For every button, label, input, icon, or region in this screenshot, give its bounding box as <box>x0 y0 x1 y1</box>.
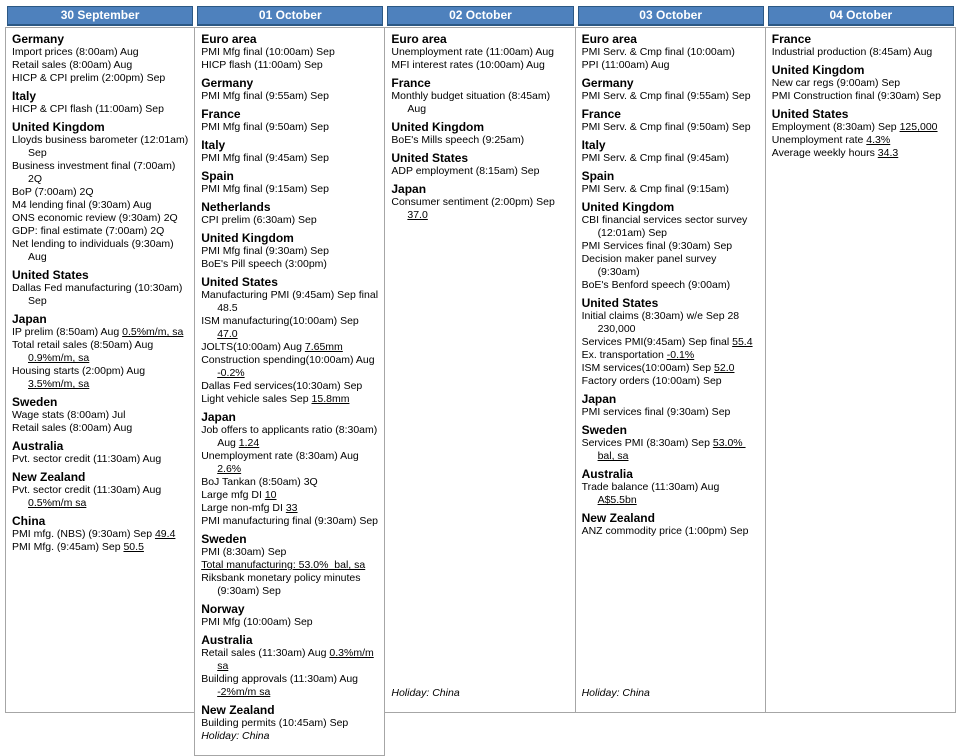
event-text: GDP: final estimate (7:00am) 2Q <box>12 225 165 237</box>
country-name: Italy <box>201 138 226 152</box>
event-text: PMI Mfg (10:00am) Sep <box>201 616 313 628</box>
event-item <box>201 717 379 730</box>
country-name: France <box>391 76 431 90</box>
event-text: Unemployment rate (8:30am) Aug <box>201 450 359 462</box>
event-item <box>201 46 379 59</box>
event-text: Dallas Fed services(10:30am) Sep <box>201 380 363 392</box>
event-value: 47.0 <box>217 328 238 340</box>
country-section <box>582 32 760 72</box>
event-item <box>582 481 760 507</box>
event-value: 0.9%m/m, sa <box>28 352 90 364</box>
event-text: Job offers to applicants ratio (8:30am) Aug <box>201 424 378 449</box>
event-text: PMI Serv. & Cmp final (9:15am) <box>581 183 729 195</box>
event-item <box>12 134 189 160</box>
event-text: BoE's Pill speech (3:00pm) <box>201 258 327 270</box>
country-name: Australia <box>581 467 633 481</box>
event-item <box>582 336 760 349</box>
country-section <box>582 511 760 538</box>
event-item <box>772 77 950 90</box>
country-name: Netherlands <box>201 200 271 214</box>
event-text: PMI Serv. & Cmp final (9:45am) <box>581 152 729 164</box>
event-text: New car regs (9:00am) Sep <box>771 77 901 89</box>
country-section <box>12 120 189 264</box>
event-text: PMI Mfg final (10:00am) Sep <box>201 46 335 58</box>
column-body <box>384 27 575 713</box>
country-section <box>12 268 189 308</box>
event-value: 55.4 <box>732 336 753 348</box>
event-item <box>582 279 760 292</box>
event-item <box>201 502 379 515</box>
country-section <box>391 151 569 178</box>
country-section <box>201 410 379 528</box>
holiday-note: Holiday: China <box>581 687 650 699</box>
event-item <box>12 59 189 72</box>
event-text: PMI manufacturing final (9:30am) Sep <box>201 515 379 527</box>
country-section <box>201 107 379 134</box>
event-item <box>582 253 760 279</box>
event-value: 1.24 <box>238 437 260 449</box>
country-name: China <box>12 514 46 528</box>
event-text: Import prices (8:00am) Aug <box>12 46 139 58</box>
event-text: ISM services(10:00am) Sep <box>581 362 715 374</box>
event-text: PMI services final (9:30am) Sep <box>581 406 731 418</box>
event-value: 2.6% <box>217 463 242 475</box>
event-item <box>582 121 760 134</box>
event-value: 53.0% bal, sa <box>597 437 746 462</box>
event-item <box>201 393 379 406</box>
country-section <box>201 633 379 699</box>
event-value: 37.0 <box>407 209 428 221</box>
country-section <box>201 532 379 598</box>
country-name: United States <box>391 151 469 165</box>
calendar-column <box>195 6 385 742</box>
event-value: -0.2% <box>217 367 245 379</box>
calendar-table <box>5 6 956 742</box>
event-item <box>582 46 760 59</box>
country-section <box>391 182 569 222</box>
column-header-date: 30 September <box>7 6 193 26</box>
event-text: Retail sales (11:30am) Aug <box>201 647 330 659</box>
country-section <box>391 120 569 147</box>
country-name: United Kingdom <box>581 200 675 214</box>
event-value: 34.3 <box>877 147 899 159</box>
event-item <box>772 90 950 103</box>
event-value: -0.1% <box>666 349 695 361</box>
event-text: ISM manufacturing(10:00am) Sep <box>201 315 359 327</box>
country-name: New Zealand <box>201 703 275 717</box>
column-header-date: 02 October <box>387 6 573 26</box>
event-item <box>201 289 379 315</box>
event-item <box>201 315 379 341</box>
country-section <box>582 392 760 419</box>
event-value: 15.8mm <box>311 393 350 405</box>
country-name: Australia <box>12 439 64 453</box>
event-item <box>772 134 950 147</box>
event-value: 0.3%m/m sa <box>217 647 374 672</box>
event-item <box>201 647 379 673</box>
event-item <box>201 450 379 476</box>
event-item <box>12 225 189 238</box>
event-text: Large non-mfg DI <box>201 502 286 514</box>
event-text: Riksbank monetary policy minutes (9:30am) Sep <box>201 572 361 597</box>
event-value: 50.5 <box>123 541 144 553</box>
column-body <box>575 27 766 713</box>
column-body <box>765 27 956 713</box>
country-name: Euro area <box>391 32 447 46</box>
country-section <box>391 32 569 72</box>
calendar-column <box>576 6 766 713</box>
event-item <box>201 121 379 134</box>
calendar-column <box>385 6 575 713</box>
event-item <box>12 212 189 225</box>
event-item <box>201 354 379 380</box>
event-item <box>12 160 189 186</box>
event-item <box>582 90 760 103</box>
country-name: United States <box>581 296 659 310</box>
event-item <box>391 46 569 59</box>
country-section <box>772 63 950 103</box>
event-item <box>582 183 760 196</box>
event-text: PMI mfg. (NBS) (9:30am) Sep <box>12 528 155 540</box>
event-text: PMI Mfg final (9:45am) Sep <box>201 152 329 164</box>
holiday-note: Holiday: China <box>201 730 270 742</box>
event-text: Housing starts (2:00pm) Aug <box>12 365 146 377</box>
event-item <box>201 341 379 354</box>
event-text: Consumer sentiment (2:00pm) Sep <box>391 196 555 208</box>
event-text: PMI Mfg. (9:45am) Sep <box>12 541 124 553</box>
event-text: PMI Services final (9:30am) Sep <box>581 240 733 252</box>
event-item <box>772 121 950 134</box>
event-item <box>201 489 379 502</box>
country-section <box>582 107 760 134</box>
event-text: Pvt. sector credit (11:30am) Aug <box>12 484 162 496</box>
country-name: Australia <box>201 633 253 647</box>
event-item <box>12 339 189 365</box>
column-header-date: 03 October <box>578 6 764 26</box>
event-text: PPI (11:00am) Aug <box>581 59 670 71</box>
event-item <box>12 365 189 391</box>
event-text: PMI Mfg final (9:55am) Sep <box>201 90 329 102</box>
event-item <box>12 528 189 541</box>
country-section <box>201 138 379 165</box>
country-name: Germany <box>201 76 254 90</box>
event-text: BoE's Mills speech (9:25am) <box>391 134 525 146</box>
country-name: France <box>581 107 621 121</box>
event-text: PMI Mfg final (9:30am) Sep <box>201 245 329 257</box>
event-item <box>12 46 189 59</box>
event-text: BoP (7:00am) 2Q <box>12 186 94 198</box>
event-item <box>201 673 379 699</box>
event-text: IP prelim (8:50am) Aug <box>12 326 123 338</box>
event-item <box>12 422 189 435</box>
event-value: 0.5%m/m sa <box>28 497 87 509</box>
country-name: Spain <box>581 169 615 183</box>
country-section <box>582 467 760 507</box>
event-item <box>391 165 569 178</box>
event-item <box>201 380 379 393</box>
event-item <box>201 152 379 165</box>
event-item <box>391 196 569 222</box>
event-text: Decision maker panel survey (9:30am) <box>581 253 717 278</box>
event-value: -2%m/m sa <box>217 686 271 698</box>
event-text: BoJ Tankan (8:50am) 3Q <box>201 476 318 488</box>
country-name: United Kingdom <box>201 231 294 245</box>
event-item <box>201 59 379 72</box>
event-text: Building permits (10:45am) Sep <box>201 717 349 729</box>
event-text: Unemployment rate <box>771 134 867 146</box>
column-header-date: 04 October <box>768 6 954 26</box>
country-section <box>12 395 189 435</box>
country-name: Japan <box>12 312 47 326</box>
event-text: Services PMI(9:45am) Sep final <box>581 336 733 348</box>
event-text: M4 lending final (9:30am) Aug <box>12 199 152 211</box>
event-item <box>391 59 569 72</box>
event-item <box>201 258 379 271</box>
country-name: Italy <box>581 138 606 152</box>
country-name: Germany <box>581 76 634 90</box>
country-section <box>582 200 760 292</box>
event-item <box>582 349 760 362</box>
country-section <box>201 200 379 227</box>
event-value: 0.5%m/m, sa <box>122 326 184 338</box>
event-value: 10 <box>264 489 277 501</box>
calendar-column <box>5 6 195 713</box>
event-text: Retail sales (8:00am) Aug <box>12 59 133 71</box>
event-text: Business investment final (7:00am) 2Q <box>12 160 176 185</box>
event-value: 33 <box>285 502 298 514</box>
event-item <box>582 240 760 253</box>
country-section <box>582 76 760 103</box>
event-item <box>201 616 379 629</box>
event-text: HICP flash (11:00am) Sep <box>201 59 323 71</box>
event-text: Construction spending(10:00am) Aug <box>201 354 375 366</box>
event-text: Factory orders (10:00am) Sep <box>581 375 722 387</box>
country-name: Japan <box>201 410 236 424</box>
event-item <box>201 90 379 103</box>
event-text: Wage stats (8:00am) Jul <box>12 409 126 421</box>
event-item <box>582 59 760 72</box>
country-name: United States <box>12 268 89 282</box>
event-text: Large mfg DI <box>201 489 265 501</box>
event-text: PMI Mfg final (9:15am) Sep <box>201 183 329 195</box>
country-section <box>12 32 189 85</box>
calendar-column <box>766 6 956 713</box>
country-name: Norway <box>201 602 245 616</box>
country-name: New Zealand <box>581 511 655 525</box>
country-section <box>201 76 379 103</box>
event-item <box>201 546 379 559</box>
holiday-note: Holiday: China <box>391 687 460 699</box>
event-item <box>582 375 760 388</box>
country-name: United States <box>201 275 278 289</box>
event-item <box>582 525 760 538</box>
country-section <box>201 169 379 196</box>
country-name: New Zealand <box>12 470 86 484</box>
event-item <box>12 484 189 510</box>
event-text: Trade balance (11:30am) Aug <box>581 481 720 493</box>
country-name: United Kingdom <box>391 120 485 134</box>
event-text: Average weekly hours <box>771 147 878 159</box>
event-item <box>391 90 569 116</box>
event-item <box>12 238 189 264</box>
event-text: CBI financial services sector survey (12:01am) Sep <box>581 214 748 239</box>
event-text: Services PMI (8:30am) Sep <box>581 437 713 449</box>
event-text: Monthly budget situation (8:45am) Aug <box>391 90 551 115</box>
event-text: Lloyds business barometer (12:01am) Sep <box>12 134 189 159</box>
country-section <box>582 169 760 196</box>
country-section <box>582 138 760 165</box>
event-item <box>772 147 950 160</box>
event-item <box>12 186 189 199</box>
event-text: PMI (8:30am) Sep <box>201 546 287 558</box>
country-section <box>12 470 189 510</box>
event-value: 125,000 <box>899 121 938 133</box>
event-item <box>12 282 189 308</box>
event-text: Industrial production (8:45am) Aug <box>771 46 933 58</box>
event-item <box>12 103 189 116</box>
country-section <box>201 703 379 730</box>
event-text: PMI Mfg final (9:50am) Sep <box>201 121 329 133</box>
event-text: Dallas Fed manufacturing (10:30am) Sep <box>12 282 183 307</box>
event-value: 4.3% <box>866 134 891 146</box>
event-item <box>12 326 189 339</box>
country-section <box>12 514 189 554</box>
country-section <box>12 439 189 466</box>
event-item <box>12 541 189 554</box>
event-value: 49.4 <box>154 528 176 540</box>
country-section <box>772 32 950 59</box>
country-name: Euro area <box>581 32 637 46</box>
event-value: 3.5%m/m, sa <box>28 378 90 390</box>
event-text: PMI Serv. & Cmp final (9:55am) Sep <box>581 90 751 102</box>
event-item <box>201 214 379 227</box>
event-value: A$5.5bn <box>597 494 637 506</box>
country-section <box>201 602 379 629</box>
country-name: United Kingdom <box>771 63 865 77</box>
event-text: Unemployment rate (11:00am) Aug <box>391 46 555 58</box>
event-value: Total manufacturing: 53.0% bal, sa <box>201 559 366 571</box>
country-section <box>582 296 760 388</box>
country-section <box>772 107 950 160</box>
event-item <box>582 214 760 240</box>
event-text: HICP & CPI prelim (2:00pm) Sep <box>12 72 166 84</box>
event-text: PMI Serv. & Cmp final (9:50am) Sep <box>581 121 751 133</box>
country-section <box>12 312 189 391</box>
country-section <box>582 423 760 463</box>
country-section <box>391 76 569 116</box>
event-item <box>201 183 379 196</box>
country-name: Sweden <box>201 532 247 546</box>
country-name: Sweden <box>581 423 627 437</box>
event-item <box>582 437 760 463</box>
country-section <box>201 275 379 406</box>
country-section <box>12 89 189 116</box>
event-text: Employment (8:30am) Sep <box>771 121 900 133</box>
event-text: HICP & CPI flash (11:00am) Sep <box>12 103 164 115</box>
country-name: Sweden <box>12 395 58 409</box>
event-text: BoE's Benford speech (9:00am) <box>581 279 731 291</box>
event-text: Net lending to individuals (9:30am) Aug <box>12 238 174 263</box>
event-item <box>12 199 189 212</box>
country-name: France <box>201 107 241 121</box>
country-section <box>201 32 379 72</box>
event-item <box>582 406 760 419</box>
country-name: United Kingdom <box>12 120 105 134</box>
event-item <box>201 572 379 598</box>
event-text: MFI interest rates (10:00am) Aug <box>391 59 545 71</box>
event-text: Light vehicle sales Sep <box>201 393 312 405</box>
event-item <box>391 134 569 147</box>
country-name: Japan <box>581 392 617 406</box>
country-name: United States <box>771 107 849 121</box>
event-item <box>201 245 379 258</box>
event-item <box>772 46 950 59</box>
event-value: 7.65mm <box>304 341 343 353</box>
event-text: Retail sales (8:00am) Aug <box>12 422 133 434</box>
event-item <box>12 72 189 85</box>
country-name: Germany <box>12 32 65 46</box>
country-section <box>201 231 379 271</box>
event-item <box>582 362 760 375</box>
event-item <box>201 424 379 450</box>
event-text: ONS economic review (9:30am) 2Q <box>12 212 178 224</box>
event-item <box>201 476 379 489</box>
event-text: JOLTS(10:00am) Aug <box>201 341 305 353</box>
country-name: Italy <box>12 89 37 103</box>
country-name: France <box>771 32 812 46</box>
country-name: Euro area <box>201 32 257 46</box>
event-text: PMI Construction final (9:30am) Sep <box>771 90 941 102</box>
column-header-date: 01 October <box>197 6 383 26</box>
country-name: Japan <box>391 182 427 196</box>
event-text: Building approvals (11:30am) Aug <box>201 673 359 685</box>
event-text: Pvt. sector credit (11:30am) Aug <box>12 453 162 465</box>
event-text: PMI Serv. & Cmp final (10:00am) <box>581 46 735 58</box>
event-item <box>201 559 379 572</box>
country-name: Spain <box>201 169 234 183</box>
column-body <box>194 27 385 756</box>
event-text: ANZ commodity price (1:00pm) Sep <box>581 525 749 537</box>
event-text: CPI prelim (6:30am) Sep <box>201 214 317 226</box>
event-item <box>12 409 189 422</box>
event-value: 52.0 <box>714 362 735 374</box>
event-text: ADP employment (8:15am) Sep <box>391 165 540 177</box>
event-item <box>201 515 379 528</box>
event-text: Total retail sales (8:50am) Aug <box>12 339 154 351</box>
event-text: Initial claims (8:30am) w/e Sep 28 230,000 <box>581 310 740 335</box>
event-item <box>582 310 760 336</box>
event-text: Manufacturing PMI (9:45am) Sep final 48.5 <box>201 289 379 314</box>
event-item <box>12 453 189 466</box>
event-text: Ex. transportation <box>581 349 667 361</box>
event-item <box>582 152 760 165</box>
column-body <box>5 27 195 713</box>
